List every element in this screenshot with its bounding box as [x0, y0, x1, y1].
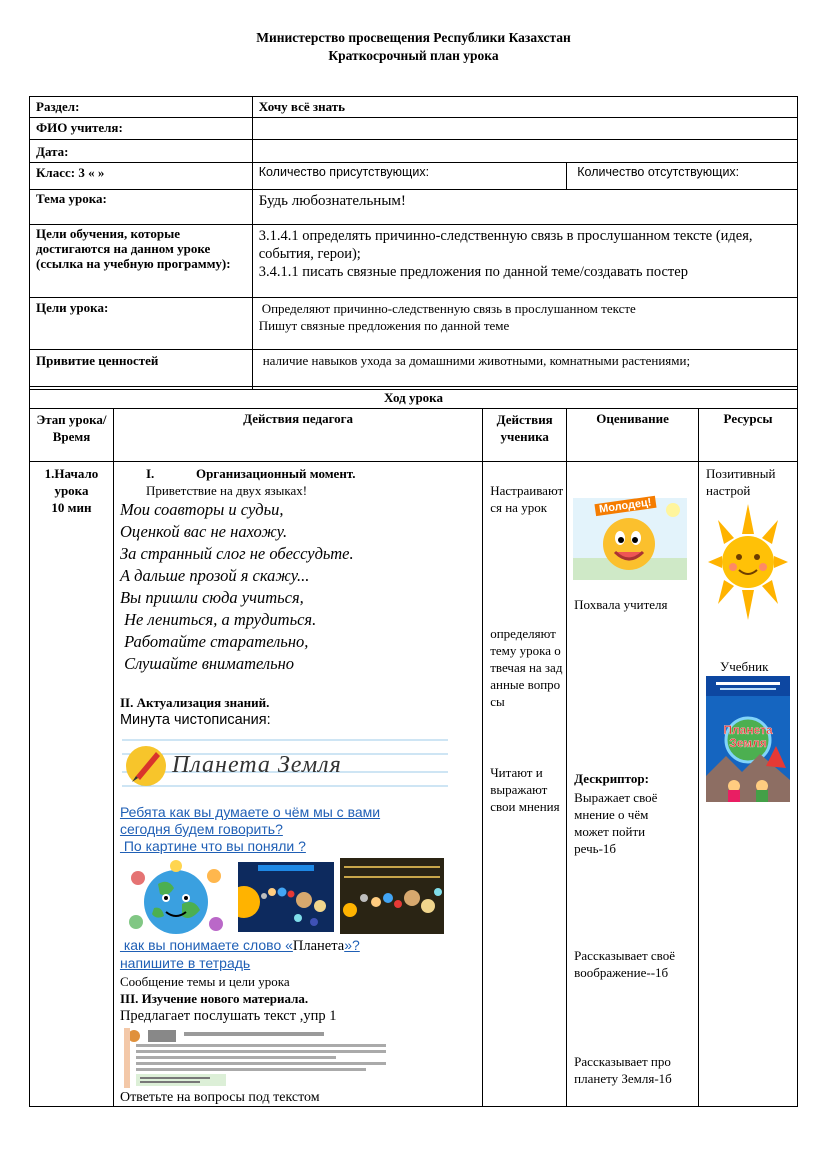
objectives-value	[252, 225, 797, 298]
goal-1: Определяют причинно-следственную связь в прослушанном тексте	[261, 301, 636, 316]
teacher-label: ФИО учителя:	[30, 118, 253, 140]
question-3-word: Планета	[292, 938, 345, 954]
topic-value: Будь любознательным!	[252, 190, 797, 225]
objective-1: 3.1.4.1 определять причинно-следственную связь в прослушанном тексте (идея, события, герои);	[258, 228, 753, 262]
descriptor-1: Выражает своё мнение о чём может пойти речь-1б	[574, 790, 658, 856]
objective-2: 3.4.1.1 писать связные предложения по данной теме/создавать постер	[258, 264, 688, 280]
col-stage: Этап урока/ Время	[30, 409, 114, 462]
col-assessment: Оценивание	[567, 409, 699, 462]
values-value: наличие навыков ухода за домашними животными, комнатными растениями;	[252, 350, 797, 390]
date-value	[252, 140, 797, 163]
sun-image	[705, 500, 791, 628]
present-label: Количество присутствующих:	[252, 163, 567, 190]
question-1a: Ребята как вы думаете о чём мы с вами	[119, 804, 381, 820]
poem-line: Мои соавторы и судьи,	[119, 500, 284, 519]
solar-system-image	[238, 862, 334, 936]
earth-image	[128, 858, 224, 942]
calligraphy-image	[122, 732, 448, 794]
stage-time: 10 мин	[51, 500, 92, 515]
sticker-label: Молодец!	[595, 496, 657, 516]
question-4: напишите в тетрадь	[119, 955, 251, 971]
poem-line: Слушайте внимательно	[119, 654, 295, 673]
resource-1: Позитивный настрой	[706, 466, 776, 498]
question-2: По картине что вы поняли ?	[119, 838, 306, 854]
col-teacher: Действия педагога	[113, 409, 482, 462]
announce: Сообщение темы и цели урока	[119, 974, 290, 989]
step2-title: II. Актуализация знаний.	[119, 695, 270, 710]
resources-cell	[699, 462, 798, 1107]
lesson-title: Ход урока	[30, 387, 798, 409]
exercise-image	[124, 1028, 396, 1092]
student-action-3: Читают и выражают свои мнения	[490, 765, 560, 814]
poem-line: А дальше прозой я скажу...	[119, 566, 310, 585]
teacher-value	[252, 118, 797, 140]
greeting: Приветствие на двух языках!	[145, 483, 308, 498]
date-label: Дата:	[30, 140, 253, 163]
descriptor-2: Рассказывает своё воображение--1б	[574, 948, 675, 980]
poem-line: Вы пришли сюда учиться,	[119, 588, 304, 607]
planets-row-image	[340, 858, 444, 938]
textbook-title: Планета Земля	[723, 723, 773, 750]
descriptor-title: Дескриптор:	[574, 771, 649, 786]
plan-title: Краткосрочный план урока	[328, 48, 499, 63]
textbook-cover-image	[706, 676, 790, 802]
poem-line: Не лениться, а трудиться.	[119, 610, 317, 629]
praise: Похвала учителя	[574, 597, 668, 612]
poem-line: Оценкой вас не нахожу.	[119, 522, 288, 541]
values-label: Привитие ценностей	[30, 350, 253, 390]
poem-line: За странный слог не обессудьте.	[119, 544, 354, 563]
objectives-label: Цели обучения, которые достигаются на данном уроке (ссылка на учебную программу):	[30, 225, 253, 298]
student-action-1: Настраиваются на урок	[490, 483, 564, 515]
goal-2: Пишут связные предложения по данной теме	[258, 318, 510, 333]
section-label: Раздел:	[30, 97, 253, 118]
ministry-title: Министерство просвещения Республики Казахстан	[256, 30, 571, 45]
info-table	[29, 96, 798, 390]
answer-instruction: Ответьте на вопросы под текстом	[119, 1090, 320, 1105]
resource-2: Учебник	[720, 659, 769, 674]
absent-label: Количество отсутствующих:	[567, 163, 798, 190]
lesson-table	[29, 386, 798, 1107]
smiley-sticker-image	[573, 498, 687, 584]
col-student: Действия ученика	[483, 409, 567, 462]
goals-label: Цели урока:	[30, 298, 253, 350]
question-3b: »?	[344, 937, 360, 953]
student-cell	[483, 462, 567, 1107]
question-3a: как вы понимаете слово «	[119, 937, 293, 953]
assessment-cell	[567, 462, 699, 1107]
student-action-2: определяют тему урока отвечая на заданные вопросы	[490, 626, 563, 709]
calligraphy-text: Планета Земля	[171, 752, 342, 778]
poem	[120, 499, 354, 675]
step3-title: III. Изучение нового материала.	[119, 991, 309, 1006]
step1-title: Организационный момент.	[195, 466, 356, 481]
stage-cell	[30, 462, 114, 1107]
goals-value	[252, 298, 797, 350]
question-1b: сегодня будем говорить?	[119, 821, 283, 837]
class-label: Класс: 3 « »	[30, 163, 253, 190]
step1-num: I.	[145, 466, 155, 481]
listen-instruction: Предлагает послушать текст ,упр 1	[119, 1008, 337, 1024]
section-value: Хочу всё знать	[252, 97, 797, 118]
calligraphy-label: Минута чистописания:	[119, 712, 271, 728]
topic-label: Тема урока:	[30, 190, 253, 225]
question-3	[120, 937, 360, 955]
descriptor-3: Рассказывает про планету Земля-1б	[574, 1054, 672, 1086]
stage-name: 1.Начало урока	[44, 466, 99, 498]
teacher-cell	[113, 462, 482, 1107]
poem-line: Работайте старательно,	[119, 632, 309, 651]
col-resources: Ресурсы	[699, 409, 798, 462]
